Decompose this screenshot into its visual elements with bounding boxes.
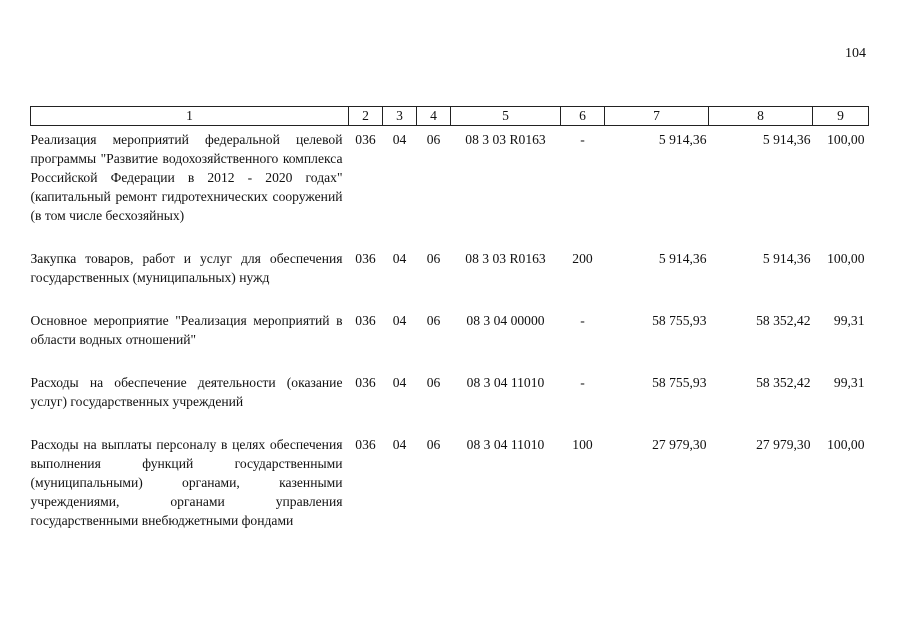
row-ved: 036 [355,313,376,328]
row-pr: 06 [426,251,441,266]
table-row [31,431,869,530]
row-vr: - [580,313,585,328]
row-rz: 04 [392,437,407,452]
column-header: 8 [709,107,813,126]
row-ved: 036 [355,251,376,266]
row-percent: 100,00 [827,251,865,266]
column-header: 4 [417,107,451,126]
table-row [31,307,869,349]
row-rz: 04 [392,132,407,147]
budget-table [30,106,869,530]
row-fact: 58 352,42 [756,313,811,328]
column-header: 9 [813,107,869,126]
row-rz: 04 [392,251,407,266]
table-row [31,369,869,411]
row-ved: 036 [355,437,376,452]
row-plan: 27 979,30 [652,437,707,452]
table-row [31,126,869,226]
row-percent: 100,00 [827,437,865,452]
row-csr: 08 3 04 11010 [466,375,545,390]
table-header-row [31,107,869,126]
column-header: 2 [349,107,383,126]
row-plan: 5 914,36 [658,251,707,266]
row-pr: 06 [426,313,441,328]
row-plan: 5 914,36 [658,132,707,147]
column-header: 1 [31,107,349,126]
row-name: Основное мероприятие "Реализация мероприятий в области водных отношений" [30,313,343,347]
row-vr: - [580,132,585,147]
row-percent: 99,31 [833,313,865,328]
row-rz: 04 [392,313,407,328]
row-csr: 08 3 04 11010 [466,437,545,452]
row-plan: 58 755,93 [652,375,707,390]
row-fact: 58 352,42 [756,375,811,390]
row-plan: 58 755,93 [652,313,707,328]
row-percent: 100,00 [827,132,865,147]
row-csr: 08 3 04 00000 [466,313,545,328]
row-fact: 27 979,30 [756,437,811,452]
row-pr: 06 [426,375,441,390]
row-fact: 5 914,36 [762,132,811,147]
row-vr: 100 [572,437,593,452]
page-number: 104 [845,46,866,61]
row-spacer [31,287,869,307]
row-name: Реализация мероприятий федеральной целевой программы "Развитие водохозяйственного комплекса Российской Федерации в 2012 - 2020 годах" (капитальный ремонт гидротехнических сооружений (в том числе бесхозяйных) [30,132,343,223]
column-header: 5 [451,107,561,126]
row-ved: 036 [355,132,376,147]
row-vr: - [580,375,585,390]
row-spacer [31,225,869,245]
row-pr: 06 [426,132,441,147]
column-header: 3 [383,107,417,126]
row-rz: 04 [392,375,407,390]
row-vr: 200 [572,251,593,266]
row-name: Закупка товаров, работ и услуг для обеспечения государственных (муниципальных) нужд [30,251,343,285]
row-name: Расходы на обеспечение деятельности (оказание услуг) государственных учреждений [30,375,343,409]
row-name: Расходы на выплаты персоналу в целях обеспечения выполнения функций государственными (муниципальными) органами, казенными учреждениями, органами управления государственными внебюджетными фондами [30,437,343,528]
column-header: 6 [561,107,605,126]
row-percent: 99,31 [833,375,865,390]
row-csr: 08 3 03 R0163 [465,132,546,147]
row-spacer [31,411,869,431]
row-csr: 08 3 03 R0163 [465,251,546,266]
row-ved: 036 [355,375,376,390]
row-pr: 06 [426,437,441,452]
row-fact: 5 914,36 [762,251,811,266]
table-row [31,245,869,287]
row-spacer [31,349,869,369]
column-header: 7 [605,107,709,126]
